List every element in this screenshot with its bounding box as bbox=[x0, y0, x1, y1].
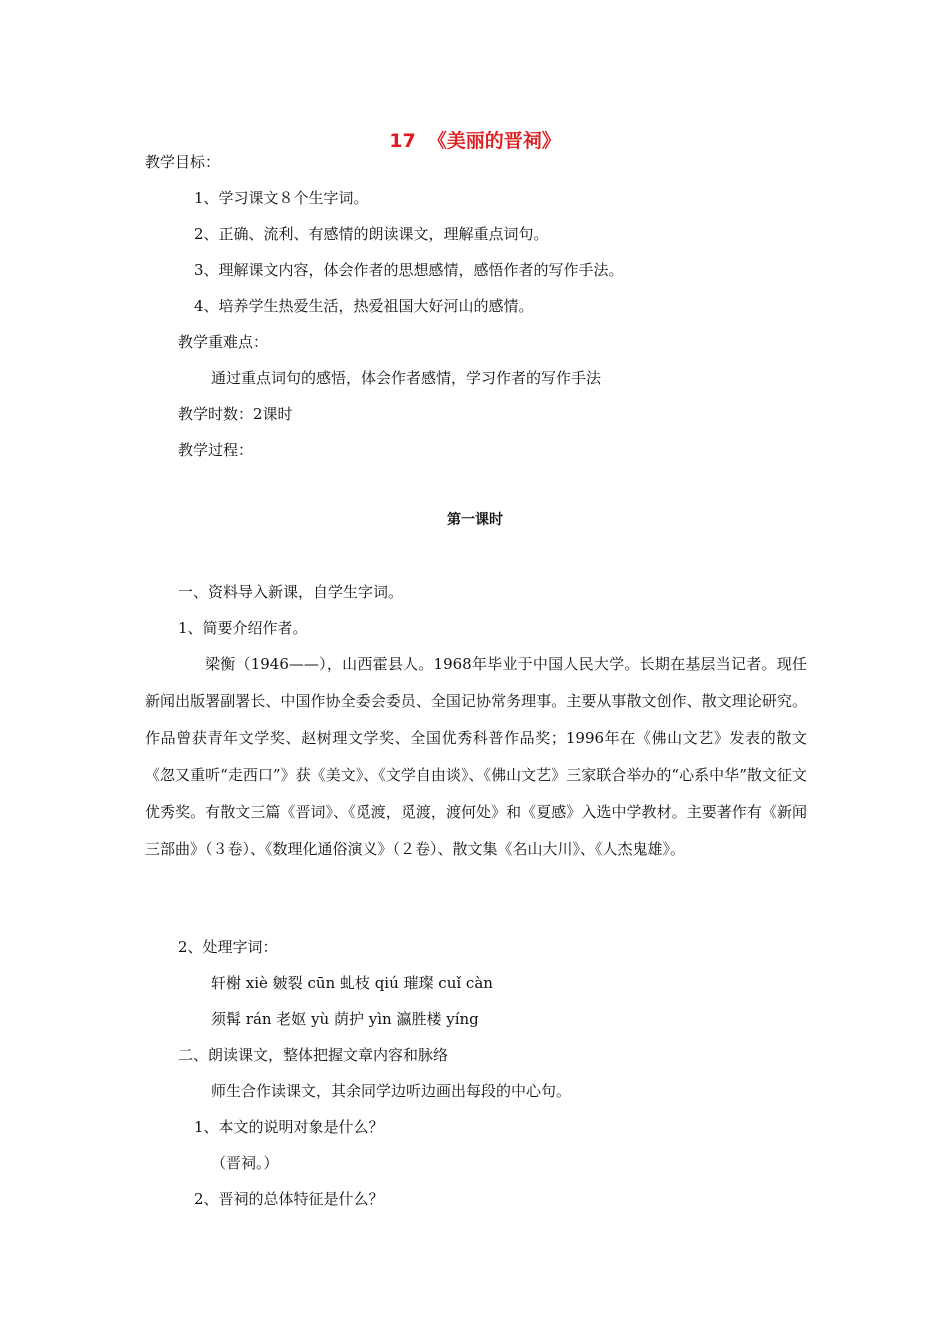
teaching-hours: 教学时数：2课时 bbox=[178, 405, 293, 423]
part2-intro: 师生合作读课文，其余同学边听边画出每段的中心句。 bbox=[211, 1082, 572, 1100]
document-title bbox=[0, 126, 950, 153]
lesson-number: 17 bbox=[389, 130, 416, 152]
question: 1、本文的说明对象是什么？ bbox=[194, 1118, 384, 1136]
lesson-title: 《美丽的晋祠》 bbox=[427, 130, 561, 152]
objective-item: 4、培养学生热爱生活，热爱祖国大好河山的感情。 bbox=[194, 297, 534, 315]
objective-item: 1、学习课文８个生字词。 bbox=[194, 189, 369, 207]
process-heading: 教学过程： bbox=[178, 441, 254, 459]
answer: （晋祠。） bbox=[211, 1154, 279, 1172]
part1-heading: 一、资料导入新课，自学生字词。 bbox=[178, 583, 404, 601]
lesson-heading: 第一课时 bbox=[447, 512, 503, 528]
objectives-heading: 教学目标： bbox=[145, 153, 221, 171]
vocabulary-line: 轩榭 xiè 皴裂 cūn 虬枝 qiú 璀璨 cuǐ càn bbox=[211, 974, 493, 992]
vocabulary-line: 须髯 rán 老妪 yù 荫护 yìn 瀛胜楼 yíng bbox=[211, 1010, 479, 1028]
difficulty-text: 通过重点词句的感悟，体会作者感情，学习作者的写作手法 bbox=[211, 369, 602, 387]
author-bio: 梁衡（1946——），山西霍县人。1968年毕业于中国人民大学。长期在基层当记者。现任新闻出版署副署长、中国作协全委会委员、全国记协常务理事。主要从事散文创作、散文理论研究。作品曾获青年文学奖、赵树理文学奖、全国优秀科普作品奖；1996年在《佛山文艺》发表的散文《忽又重听“走西口”》获《美文》、《文学自由谈》、《佛山文艺》三家联合举办的“心系中华”散文征文优秀奖。有散文三篇《晋词》、《觅渡，觅渡，渡何处》和《夏感》入选中学教材。主要著作有《新闻三部曲》（３卷）、《数理化通俗演义》（２卷）、散文集《名山大川》、《人杰鬼雄》。 bbox=[145, 655, 807, 858]
question: 2、晋祠的总体特征是什么？ bbox=[194, 1190, 384, 1208]
part1-item1: 1、简要介绍作者。 bbox=[178, 619, 308, 637]
part1-item2: 2、处理字词： bbox=[178, 938, 278, 956]
difficulty-heading: 教学重难点： bbox=[178, 333, 269, 351]
objective-item: 2、正确、流利、有感情的朗读课文，理解重点词句。 bbox=[194, 225, 549, 243]
part2-heading: 二、朗读课文，整体把握文章内容和脉络 bbox=[178, 1046, 449, 1064]
objective-item: 3、理解课文内容，体会作者的思想感情，感悟作者的写作手法。 bbox=[194, 261, 624, 279]
